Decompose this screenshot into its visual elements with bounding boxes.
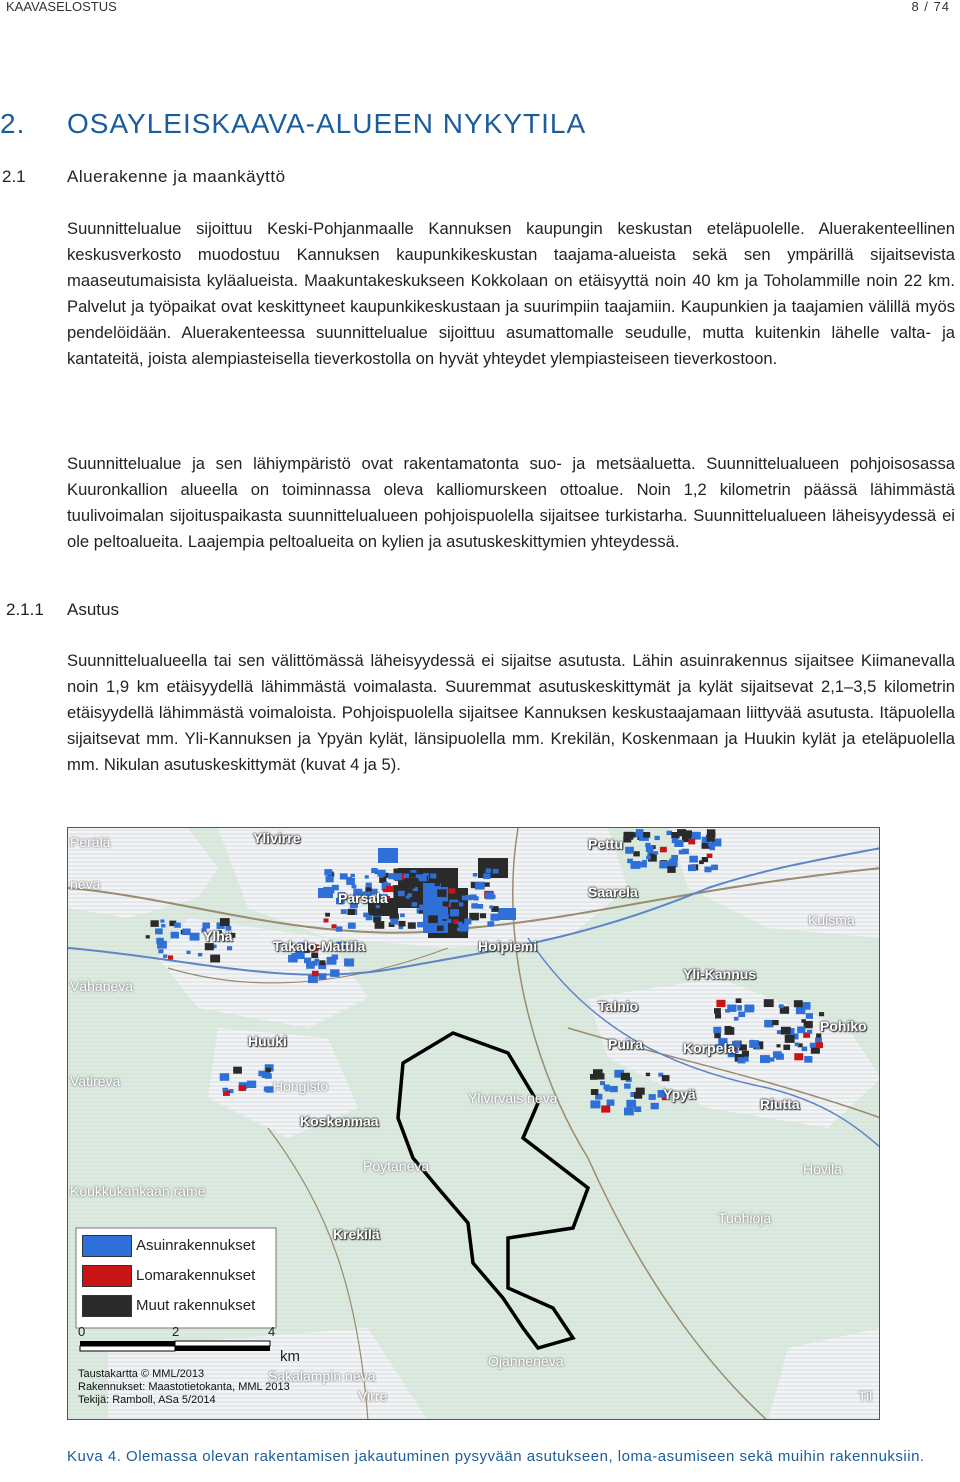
building-marker [399,921,406,927]
building-marker [419,905,424,909]
building-marker [239,1085,246,1091]
paragraph-environment: Suunnittelualue ja sen lähiympäristö ovat rakentamatonta suo- ja metsäaluetta. Suunnittelualueen pohjoisosassa Kuuronkallion alueella on toiminnassa oleva kalliomurskeen ottoalue. Noin 1,2 kilometrin päässä lähimmästä tuulivoimalan sijoituspaikasta suunnittelualueen pohjoispuolella sijaitsee turkistarha. Suunnittelualueen läheisyydessä ei ole peltoalueita. Laajempia peltoalueita on kylien ja asutuskeskittymien yhteydessä. [67,454,955,551]
building-marker [407,893,412,897]
heading-2-text: Aluerakenne ja maankäyttö [67,167,286,186]
building-marker [734,1017,739,1021]
heading-2-number: 2.1 [2,167,26,186]
building-marker [449,888,456,893]
building-marker [473,873,478,877]
place-label: Ylhä [203,928,233,944]
place-label: Ypyä [663,1086,696,1102]
place-label: Hongisto [273,1078,329,1094]
place-label: Virre [358,1388,388,1404]
building-marker [156,938,164,944]
building-marker [390,909,395,913]
building-marker [435,898,443,904]
building-marker [707,854,713,859]
building-marker [646,1073,650,1077]
legend-label-other: Muut rakennukset [136,1297,256,1314]
building-marker [314,959,319,963]
building-marker [677,829,686,836]
building-marker [371,868,377,873]
building-marker [471,903,478,908]
figure-caption: Kuva 4. Olemassa olevan rakentamisen jakautuminen pysyvään asutukseen, loma-asumiseen sekä muihin rakennuksiin. [67,1448,925,1465]
document-type: KAAVASELOSTUS [6,0,117,14]
building-marker [160,920,164,923]
building-marker [437,926,444,931]
building-marker [247,1081,256,1088]
scale-tick-2: 2 [172,1324,180,1339]
building-marker [484,882,489,886]
building-marker [738,1057,746,1063]
building-marker [351,874,355,878]
building-marker [645,843,650,847]
place-label: Parsala [338,890,388,906]
building-marker [452,903,459,909]
building-marker [794,1053,803,1060]
scale-tick-4: 4 [268,1324,276,1339]
building-marker [634,1092,642,1099]
building-marker [266,1068,271,1072]
building-marker [390,919,398,925]
building-marker [205,943,214,950]
building-marker [450,909,459,916]
building-marker [319,973,327,979]
building-marker [624,1084,631,1089]
place-label: Korpela [683,1040,736,1056]
building-marker [596,1070,602,1074]
building-marker [477,904,483,909]
building-marker [699,860,704,864]
building-marker [407,882,415,889]
building-marker [347,909,355,915]
building-marker [640,862,647,868]
building-marker [151,920,159,927]
building-marker [629,832,636,837]
place-label: Vatireva [70,1073,121,1089]
building-marker [220,1073,230,1081]
building-marker [708,832,716,838]
building-marker [655,836,660,840]
building-marker [190,933,200,941]
building-marker [624,1108,634,1116]
legend-label-holiday: Lomarakennukset [136,1267,256,1284]
building-marker [325,913,330,917]
building-marker [816,1033,821,1037]
credit-author: Tekijä: Ramboll, ASa 5/2014 [78,1394,216,1406]
building-marker [341,909,347,914]
place-label: Perälä [70,834,111,850]
building-marker [227,946,232,950]
building-marker [324,869,332,875]
building-marker [163,955,167,958]
building-marker [146,935,150,938]
building-marker [182,929,190,936]
place-label: Ylivirvais neva [468,1090,558,1106]
paragraph-land-use: Suunnittelualue sijoittuu Keski-Pohjanmaalle Kannuksen kaupungin keskustan eteläpuolelle. Aluerakenteellinen keskusverkosto muodostuu Kannuksen kaupunkikeskustan taajama-alueista sekä sen ympärillä sijaitsevista maaseutumaisista kyläalueista. Maakuntakeskukseen Kokkolaan on etäisyyttä noin 40 km ja Toholammille noin 22 km. Palvelut ja työpaikat ovat keskittyneet kaupunkikeskustaan ja suurimpiin taajamiin. Kaupunkien ja taajamien välillä myös pendelöidään. Aluerakenteessa suunnittelualue sijoittuu asumattomalle seudulle, mutta kuitenkin lähelle valta- ja kantateitä, joista alempiasteisella tieverkostolla on hyvät yhteydet ylempiasteiseen tieverkostoon. [67,219,955,368]
building-marker [340,873,348,879]
building-marker [394,869,401,875]
building-marker [258,1071,265,1077]
building-marker [410,873,416,878]
building-marker [590,1100,600,1108]
building-marker [810,1043,816,1048]
building-marker [689,856,698,863]
building-marker [475,882,485,890]
building-marker [427,900,436,907]
building-marker [714,1008,721,1014]
building-marker [796,1007,806,1015]
place-label: Huuki [248,1033,287,1049]
building-marker [804,1056,812,1063]
paragraph-settlement: Suunnittelualueella tai sen välittömässä läheisyydessä ei sijaitse asutusta. Lähin asuinrakennus sijaitsee Kiimanevalla noin 1,9 km etäisyydellä lähimmästä voimalasta. Suuremmat asutuskeskittymät ja kylät sijaitsevat 2,1–3,5 kilometrin etäisyydellä lähimmästä voimaloista. Pohjoispuolella sijaitsee Kannuksen keskustaajamaan liittyvää asutusta. Itäpuolella sijaitsevat mm. Yli-Kannuksen ja Ypyän kylät, länsipuolella mm. Krekilän, Koskenmaan ja Huukin kylät ja eteläpuolella mm. Nikulan asutuskeskittymät (kuvat 4 ja 5). [67,651,955,774]
building-marker [794,1000,803,1007]
map-graphic [68,828,880,1420]
building-marker [323,887,333,895]
place-label: Yli-Kannus [683,966,757,982]
building-marker [660,847,667,853]
building-marker [393,885,401,891]
building-marker [713,1027,721,1033]
building-marker [682,849,689,855]
building-marker [487,921,494,926]
place-label: neva [70,876,101,892]
place-label: Til [858,1388,873,1404]
building-marker [604,1085,610,1090]
place-label: Takalo-Mattila [273,938,366,954]
heading-1-text: OSAYLEISKAAVA-ALUEEN NYKYTILA [67,108,587,139]
building-marker [366,915,373,920]
building-marker [715,1014,721,1019]
place-label: Sakalampin neva [268,1368,376,1384]
heading-3-text: Asutus [67,600,119,619]
building-marker [816,1042,823,1048]
building-marker [365,875,369,878]
legend-swatch-other [82,1295,132,1317]
building-marker [485,892,494,899]
building-marker [802,1047,808,1052]
building-marker [447,919,452,923]
building-marker [737,1005,742,1009]
place-label: Hovila [803,1161,842,1177]
building-marker [636,829,644,835]
building-marker [669,860,678,867]
building-marker [490,914,499,921]
scale-unit: km [280,1348,300,1365]
building-marker [210,955,220,963]
building-marker [174,923,181,928]
place-label: Ylivirre [253,830,301,846]
building-marker [327,957,337,965]
building-marker [430,874,436,879]
credit-background-map: Taustakartta © MML/2013 [78,1368,205,1380]
building-marker [764,1020,773,1028]
building-marker [308,975,318,983]
building-marker [736,998,742,1003]
building-marker [744,1005,754,1013]
building-marker [806,1013,813,1019]
building-marker [408,922,416,928]
building-marker [348,877,353,881]
building-marker [779,1004,784,1008]
place-label: Koskenmaa [300,1113,379,1129]
building-marker [711,865,718,871]
building-marker [801,1019,806,1023]
building-marker [312,971,319,976]
building-marker [427,888,437,896]
place-label: Pohiko [820,1018,867,1034]
building-marker [704,867,711,873]
building-marker [417,922,424,927]
building-marker [738,1012,745,1017]
building-marker [621,1073,630,1080]
building-marker [627,859,633,864]
building-marker [344,959,354,967]
place-label: Ojanneneva [488,1353,564,1369]
building-marker [785,1035,795,1043]
building-marker [764,999,774,1007]
building-marker [777,1044,781,1047]
building-marker [330,969,339,977]
building-marker [651,1103,659,1110]
building-marker [783,1045,790,1050]
building-marker [464,919,471,925]
building-marker [366,883,372,888]
scale-tick-0: 0 [78,1324,86,1339]
map-legend [76,1232,276,1330]
place-label: Krekilä [333,1226,380,1242]
building-marker [373,917,380,923]
building-marker [483,873,490,879]
building-marker [336,926,343,931]
building-marker [198,953,202,957]
building-marker [672,838,679,843]
place-label: Saarela [588,884,638,900]
building-marker [688,865,696,872]
building-marker [462,896,468,901]
building-marker [388,873,396,879]
building-marker [387,900,394,905]
building-marker [654,851,658,854]
building-marker [324,919,329,923]
building-marker [727,1005,736,1012]
building-marker [489,905,493,908]
building-marker [643,832,650,838]
heading-3-number: 2.1.1 [6,600,44,619]
building-marker [442,914,449,919]
building-marker [607,1100,615,1106]
building-marker [710,846,716,851]
building-marker [186,951,190,954]
building-marker [220,918,230,926]
building-marker [419,910,423,913]
building-marker [233,1067,242,1074]
credit-buildings: Rakennukset: Maastotietokanta, MML 2013 [78,1381,290,1393]
building-marker [319,960,325,965]
building-marker [486,868,492,873]
building-marker [457,928,461,931]
building-marker [714,1033,721,1038]
legend-swatch-holiday [82,1265,132,1287]
building-marker [649,1094,656,1100]
legend-label-residential: Asuinrakennukset [136,1237,256,1254]
building-marker [807,1030,812,1034]
building-marker [416,869,423,874]
building-marker [480,913,486,918]
building-marker [716,1000,725,1007]
page-header [0,0,960,16]
building-marker [625,847,634,854]
building-marker [404,874,410,878]
building-marker [304,958,311,964]
building-marker [458,902,463,906]
building-marker [265,1073,272,1079]
building-marker [749,1040,759,1048]
building-marker [601,1105,610,1112]
building-marker [441,880,450,887]
building-marker [795,1043,800,1047]
building-marker [781,1027,791,1035]
building-marker [667,831,673,835]
building-marker [437,889,446,897]
building-marker [815,1038,822,1043]
building-marker [412,902,418,906]
building-marker [326,876,334,883]
building-marker [398,891,405,897]
building-marker [223,1088,228,1092]
building-marker [646,856,651,860]
building-marker [760,1055,770,1063]
building-marker [591,1089,599,1095]
building-marker [419,875,426,881]
building-marker [493,869,499,874]
building-marker [400,913,405,917]
building-marker [348,923,356,929]
building-marker [390,913,398,919]
building-marker [725,1026,732,1032]
place-label: Poytaneva [363,1158,430,1174]
place-label: Talnio [598,998,639,1014]
place-label: Riutta [760,1096,800,1112]
place-label: Puira [608,1036,644,1052]
building-marker [776,1054,784,1060]
building-marker [377,870,385,877]
building-marker [470,895,477,900]
building-marker [264,1087,270,1092]
building-marker [155,928,163,934]
building-map [67,827,880,1420]
building-marker [662,1075,670,1081]
building-marker [428,915,438,923]
building-marker [772,1020,778,1025]
place-label: Hoipiemi [478,938,538,954]
building-marker [443,902,449,907]
building-marker [633,851,640,856]
building-marker [688,839,695,845]
building-marker [667,866,675,873]
building-marker [634,1106,641,1112]
place-label: Vähäneva [70,978,134,994]
place-label: Tuohioja [718,1210,772,1226]
building-marker [168,955,173,959]
building-marker [610,1086,618,1092]
building-marker [797,1027,805,1034]
building-marker [158,949,163,953]
building-marker [819,1012,824,1016]
building-marker [171,932,179,939]
building-marker [352,885,357,889]
heading-1-number: 2. [0,108,26,139]
map-credits [78,1368,290,1407]
place-label: Pettu [588,836,623,852]
page-number: 8 / 74 [911,0,950,14]
building-marker [672,855,677,859]
place-label: Kuisma [808,912,855,928]
place-label: Koukkukankaan rame [70,1183,206,1199]
legend-swatch-residential [82,1235,132,1257]
building-marker [691,832,701,840]
building-marker [161,924,165,928]
building-marker [435,882,440,886]
